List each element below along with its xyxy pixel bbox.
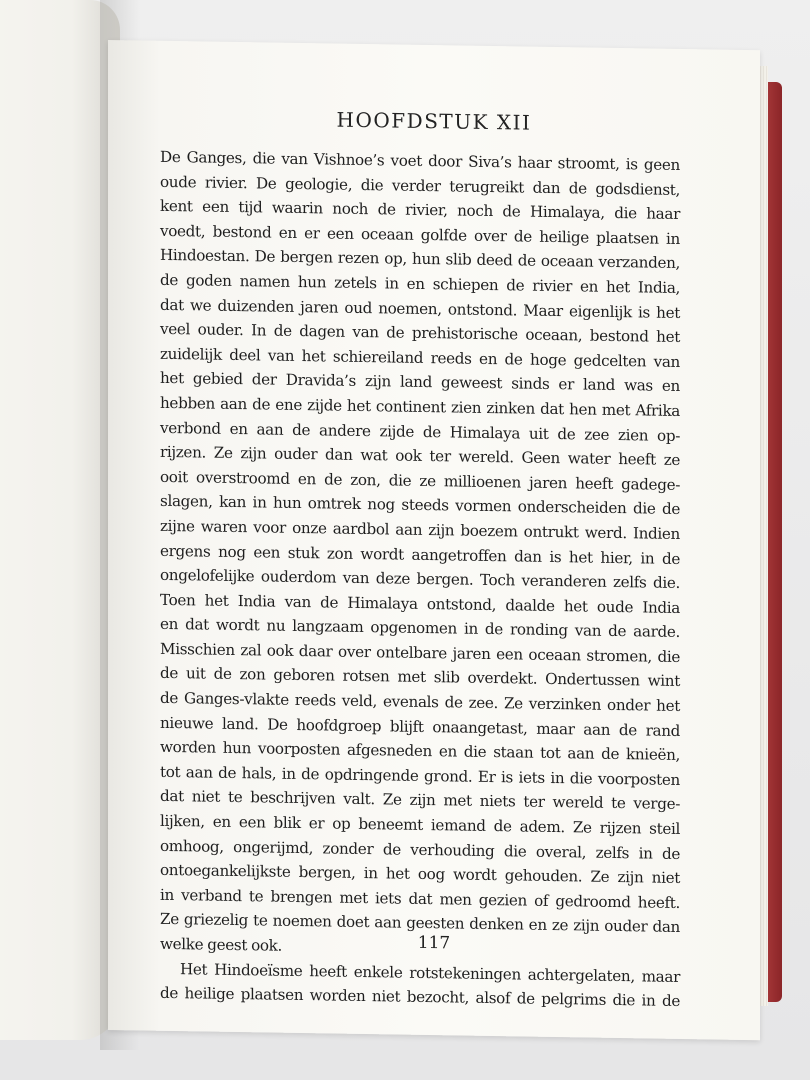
text-line: ontoegankelijkste bergen, in het oog wordt gehouden. Ze zijn niet [160, 861, 680, 888]
text-line: dat niet te beschrijven valt. Ze zijn met niets ter wereld te verge- [160, 787, 680, 814]
text-line: oude rivier. De geologie, die verder terugreikt dan de godsdienst, [160, 172, 680, 199]
text-line: de uit de zon geboren rotsen met slib overdekt. Ondertussen wint [160, 664, 680, 691]
text-line: Hindoestan. De bergen rezen op, hun slib deed de oceaan verzanden, [160, 246, 680, 273]
text-line: Misschien zal ook daar over ontelbare jaren een oceaan stromen, die [160, 639, 680, 666]
text-line: de goden namen hun zetels in en schiepen de rivier en het India, [160, 270, 680, 297]
text-line: ooit overstroomd en de zon, die ze millioenen jaren heeft gadege- [160, 467, 680, 494]
book-page [108, 40, 760, 1040]
text-line: Ze griezelig te noemen doet aan geesten denken en ze zijn ouder dan [160, 910, 680, 937]
text-line: ongelofelijke ouderdom van deze bergen. Toch veranderen zelfs die. [160, 565, 680, 593]
text-line: hebben aan de ene zijde het continent zien zinken dat hen met Afrika [160, 393, 680, 420]
text-line: voedt, bestond en er een oceaan golfde over de heilige plaatsen in [160, 221, 680, 248]
text-line: verbond en aan de andere zijde de Himalaya uit de zee zien op- [160, 418, 680, 445]
chapter-title: HOOFDSTUK XII [336, 107, 532, 135]
text-line: worden hun voorposten afgesneden en die staan tot aan de knieën, [160, 738, 680, 765]
text-line: zuidelijk deel van het schiereiland reeds en de hoge gedcelten van [160, 344, 680, 371]
text-line: slagen, kan in hun omtrek nog steeds vormen onderscheiden die de [160, 492, 680, 519]
text-line: rijzen. Ze zijn ouder dan wat ook ter wereld. Geen water heeft ze [160, 442, 680, 470]
text-line: en dat wordt nu langzaam opgenomen in de ronding van de aarde. [160, 615, 680, 642]
text-line: de heilige plaatsen worden niet bezocht, alsof de pelgrims die in de [160, 984, 680, 1011]
text-line: kent een tijd waarin noch de rivier, noch de Himalaya, die haar [160, 197, 680, 224]
text-line: nieuwe land. De hoofdgroep blijft onaangetast, maar aan de rand [160, 713, 680, 740]
text-line: De Ganges, die van Vishnoe’s voet door Siva’s haar stroomt, is geen [160, 147, 680, 174]
text-line: lijken, en een blik er op beneemt iemand de adem. Ze rijzen steil [160, 811, 680, 839]
text-line: de Ganges-vlakte reeds veld, evenals de zee. Ze verzinken onder het [160, 688, 680, 716]
text-line: veel ouder. In de dagen van de prehistorische oceaan, bestond het [160, 319, 680, 347]
text-line: het gebied der Dravida’s zijn land geweest sinds er land was en [160, 369, 680, 396]
page-number: 117 [417, 932, 451, 954]
text-line: tot aan de hals, in de opdringende grond. Er is iets in die voorposten [160, 762, 680, 789]
text-line: ergens nog een stuk zon wordt aangetroffen dan is het hier, in de [160, 541, 680, 568]
text-line: zijne waren voor onze aardbol aan zijn boezem ontrukt werd. Indien [160, 516, 680, 543]
text-line: Toen het India van de Himalaya ontstond, daalde het oude India [160, 590, 680, 617]
text-line: dat we duizenden jaren oud noemen, ontstond. Maar eigenlijk is het [160, 295, 680, 322]
text-line: in verband te brengen met iets dat men gezien of gedroomd heeft. [160, 885, 680, 912]
body-text [160, 145, 680, 1014]
text-line: welke geest ook. [160, 934, 283, 955]
text-line: Het Hindoeïsme heeft enkele rotstekeningen achtergelaten, maar [180, 959, 680, 986]
text-line: omhoog, ongerijmd, zonder de verhouding die overal, zelfs in de [160, 836, 680, 863]
paragraphs [160, 145, 680, 1014]
